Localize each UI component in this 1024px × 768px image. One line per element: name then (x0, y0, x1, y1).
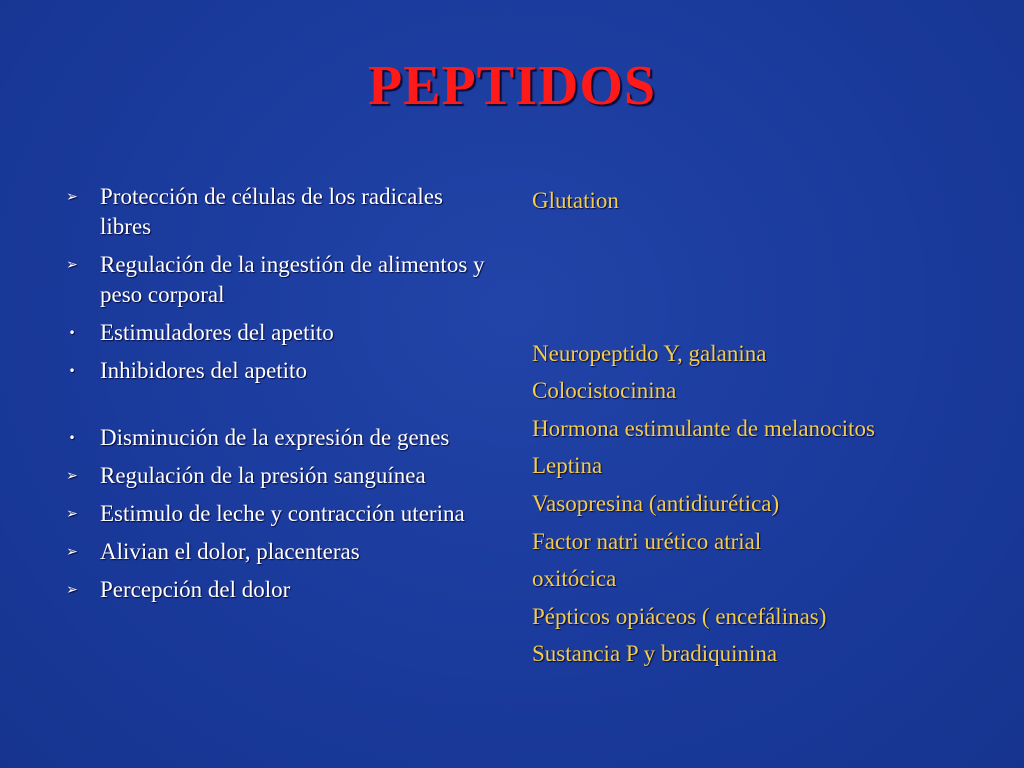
dot-bullet-icon: • (68, 431, 76, 445)
peptide-name: Hormona estimulante de melanocitos (532, 415, 875, 441)
peptide-name: Glutation (532, 188, 619, 213)
peptide-name: Sustancia P y bradiquinina (532, 641, 778, 667)
peptide-name: Neuropeptido Y, galanina (532, 340, 767, 366)
dot-bullet-icon: • (68, 364, 76, 378)
arrow-bullet-icon: ➢ (66, 544, 78, 560)
function-text: Protección de células de los radicales libres (100, 184, 443, 239)
peptide-name: Colocistocinina (532, 378, 677, 404)
dot-bullet-icon: • (68, 326, 76, 340)
function-text: Inhibidores del apetito (100, 358, 307, 383)
function-text: Regulación de la presión sanguínea (100, 463, 426, 488)
peptide-name: Leptina (532, 453, 603, 479)
function-text: Estimulo de leche y contracción uterina (100, 501, 465, 526)
function-text: Regulación de la ingestión de alimentos y peso corporal (100, 252, 485, 307)
function-text: Disminución de la expresión de genes (100, 425, 450, 450)
function-text: Estimuladores del apetito (100, 320, 334, 345)
arrow-bullet-icon: ➢ (66, 468, 78, 484)
arrow-bullet-icon: ➢ (66, 506, 78, 522)
slide-title: PEPTIDOS (367, 55, 657, 117)
function-item (56, 318, 496, 348)
arrow-bullet-icon: ➢ (66, 189, 78, 205)
function-item (56, 356, 496, 386)
peptide-name: Pépticos opiáceos ( encefálinas) (532, 603, 827, 629)
arrow-bullet-icon: ➢ (66, 582, 78, 598)
peptide-list (532, 182, 1002, 673)
function-item (56, 499, 496, 529)
function-item (56, 423, 496, 453)
peptide-name: Factor natri urético atrial (532, 528, 762, 554)
function-item (56, 575, 496, 605)
function-item (56, 250, 496, 310)
function-item (56, 182, 496, 242)
peptide-group (532, 335, 1002, 673)
peptide-name: oxitócica (532, 566, 617, 592)
function-text: Alivian el dolor, placenteras (100, 539, 360, 564)
function-list (56, 182, 496, 613)
arrow-bullet-icon: ➢ (66, 257, 78, 273)
function-item (56, 461, 496, 491)
function-text: Percepción del dolor (100, 577, 291, 602)
function-item (56, 537, 496, 567)
peptide-name: Vasopresina (antidiurética) (532, 490, 780, 516)
